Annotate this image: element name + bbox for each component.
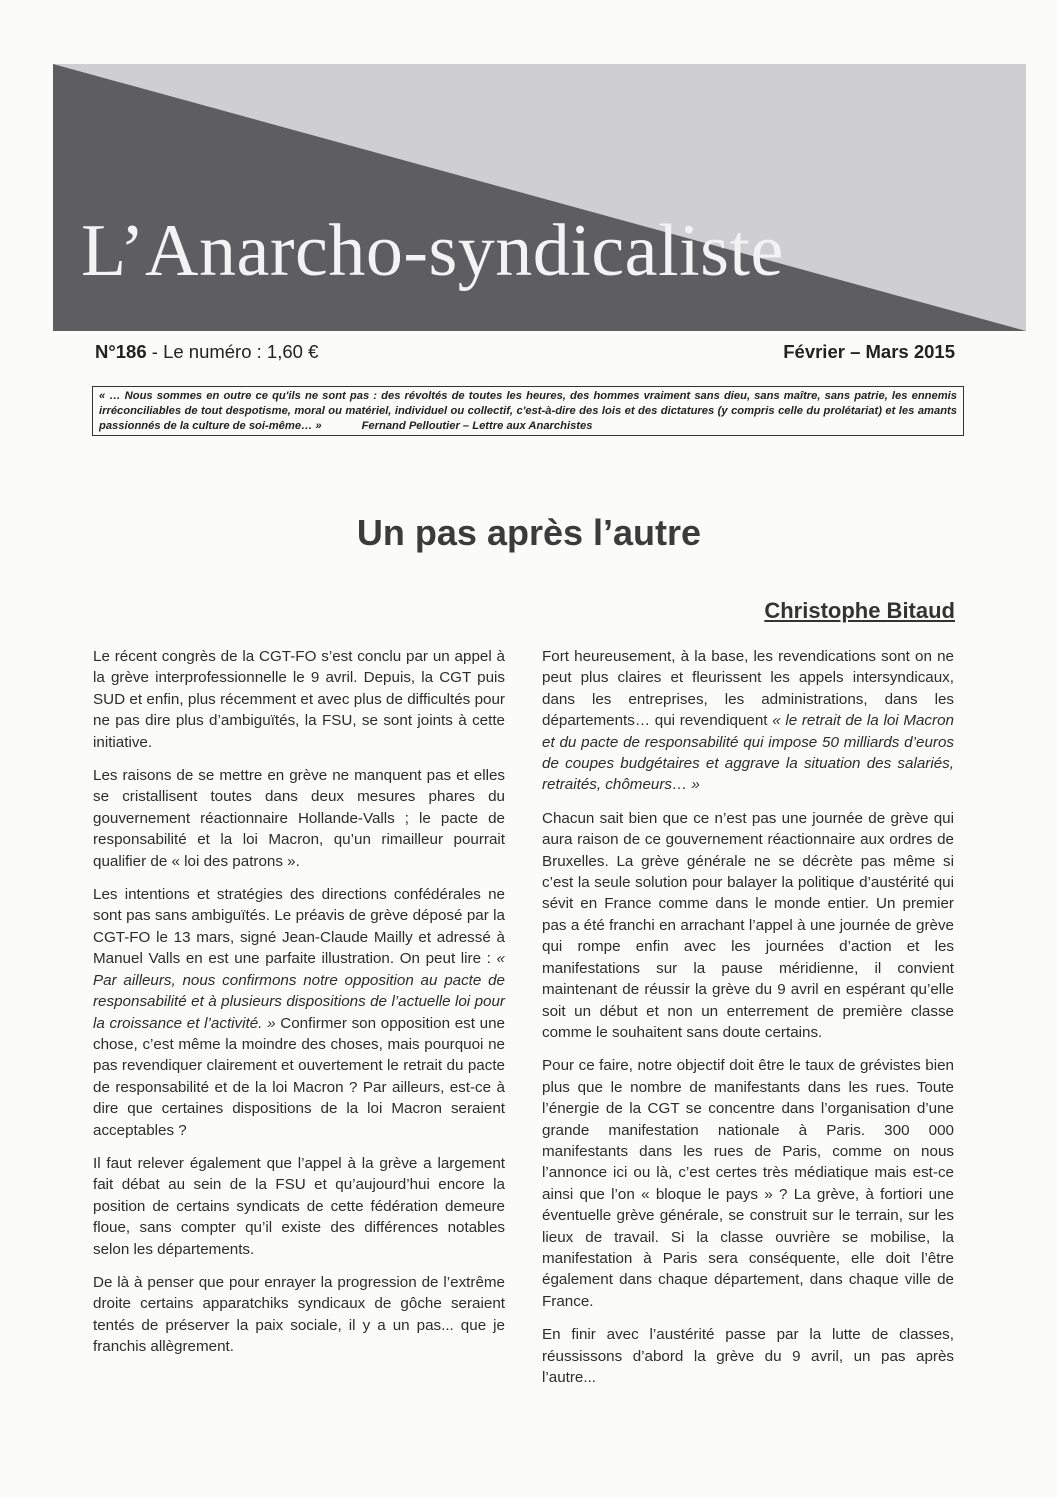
article-paragraph: Pour ce faire, notre objectif doit être le taux de grévistes bien plus que le nombre de manifestants dans les rues. Toute l’énergie de la CGT se concentre dans l’organisation d’une grande manifestation nationale à Paris. 300 000 manifestants dans les rues de Paris, comme on nous l’annonce ici ou là, c’est certes très médiatique mais est-ce ainsi que l’on « bloque le pays » ? La grève, à fortiori une éventuelle grève générale, se construit sur le terrain, sur les lieux de travail. Si la classe ouvrière se mobilise, la manifestation à Paris sera conséquente, elle doit l’être également dans chaque département, dans chaque ville de France. bbox=[542, 1057, 954, 1310]
paragraph-text: Confirmer son opposition est une chose, c’est même la moindre des choses, mais pourquoi ne pas revendiquer clairement et ouvertement le retrait du pacte de responsabilité et de la loi Macron ? Par ailleurs, est-ce à dire que certaines dispositions de la loi Macron seraient acceptables ? bbox=[93, 1014, 505, 1139]
article-paragraph: En finir avec l’austérité passe par la lutte de classes, réussissons d’abord la grève du 9 avril, un pas après l’autre... bbox=[542, 1326, 954, 1386]
masthead-title: L’Anarcho-syndicaliste bbox=[81, 210, 784, 292]
paragraph-text: Fort heureusement, à la base, les revendications sont on ne peut plus claires et fleurissent les appels intersyndicaux, dans les entreprises, les administrations, dans les départements… qui revendiquent bbox=[542, 648, 954, 730]
epigraph-text: « … Nous sommes en outre ce qu'ils ne sont pas : des révoltés de toutes les heures, des hommes vraiment sans dieu, sans maître, sans patrie, les ennemis irréconciliables de tout despotisme, moral ou matériel, individuel ou collectif, c'est-à-dire des lois et des dictatures (y compris celle du prolétariat) et les amants passionnés de la culture de soi-même… » bbox=[99, 390, 957, 433]
epigraph-box bbox=[92, 386, 964, 436]
article-paragraph bbox=[542, 646, 954, 796]
article-author: Christophe Bitaud bbox=[764, 598, 955, 623]
paragraph-text: Les intentions et stratégies des directions confédérales ne sont pas sans ambiguïtés. Le préavis de grève déposé par la CGT-FO le 13 mars, signé Jean-Claude Mailly et adressé à Manuel Valls en est une parfaite illustration. On peut lire : bbox=[93, 886, 505, 968]
masthead-banner bbox=[53, 64, 1026, 331]
article-right-column bbox=[542, 646, 954, 1400]
article-paragraph: Les raisons de se mettre en grève ne manquent pas et elles se cristallisent toutes dans deux mesures phares du gouvernement réactionnaire Hollande-Valls ; le pacte de responsabilité et la loi Macron, qu’un rimailleur pourrait qualifier de « loi des patrons ». bbox=[93, 767, 505, 870]
issue-number-price bbox=[95, 341, 318, 363]
article-paragraph: Le récent congrès de la CGT-FO s’est conclu par un appel à la grève interprofessionnelle le 9 avril. Depuis, la CGT puis SUD et enfin, plus récemment et avec plus de difficultés pour ne pas dire plus d’ambiguïtés, la FSU, se sont joints à cette initiative. bbox=[93, 648, 505, 751]
article-paragraph: Il faut relever également que l’appel à la grève a largement fait débat au sein de la FSU et qu’aujourd’hui encore la position de certains syndicats de cette fédération demeure floue, sans compter qu’il existe des différences notables selon les départements. bbox=[93, 1154, 505, 1258]
issue-date: Février – Mars 2015 bbox=[783, 341, 955, 362]
epigraph-author: Fernand Pelloutier – Lettre aux Anarchistes bbox=[361, 420, 593, 433]
article-left-column bbox=[93, 646, 505, 1370]
article-paragraph: Chacun sait bien que ce n’est pas une journée de grève qui aura raison de ce gouvernement réactionnaire aux ordres de Bruxelles. La grève générale ne se décrète pas même si c’est la seule solution pour balayer la politique d’austérité qui sévit en France comme dans le monde entier. Un premier pas a été franchi en arrachant l’appel à une journée de grève qui rompe enfin avec les journées d’action et les manifestations sur la pause méridienne, il convient maintenant de réussir la grève du 9 avril en espérant qu’elle soit un début et non un enterrement de première classe comme le souhaitent sans doute certains. bbox=[542, 809, 954, 1041]
quoted-text: « le retrait de la loi Macron et du pacte de responsabilité qui impose 50 milliards d’euros de coupes budgétaires et aggrave la situation des salariés, retraités, chômeurs… » bbox=[542, 712, 954, 794]
issue-info-line bbox=[95, 341, 955, 371]
quoted-text: « Par ailleurs, nous confirmons notre opposition au pacte de responsabilité et à plusieurs dispositions de l’actuelle loi pour la croissance et l’activité. » bbox=[93, 950, 505, 1032]
article-title: Un pas après l’autre bbox=[356, 512, 702, 553]
article-paragraph bbox=[93, 884, 505, 1141]
issue-price: - Le numéro : 1,60 € bbox=[146, 341, 319, 362]
article-paragraph: De là à penser que pour enrayer la progression de l’extrême droite certains apparatchiks syndicaux de gôche seraient tentés de préserver la paix sociale, il y a un pas... que je franchis allègrement. bbox=[93, 1273, 505, 1356]
issue-number: N°186 bbox=[95, 341, 147, 362]
